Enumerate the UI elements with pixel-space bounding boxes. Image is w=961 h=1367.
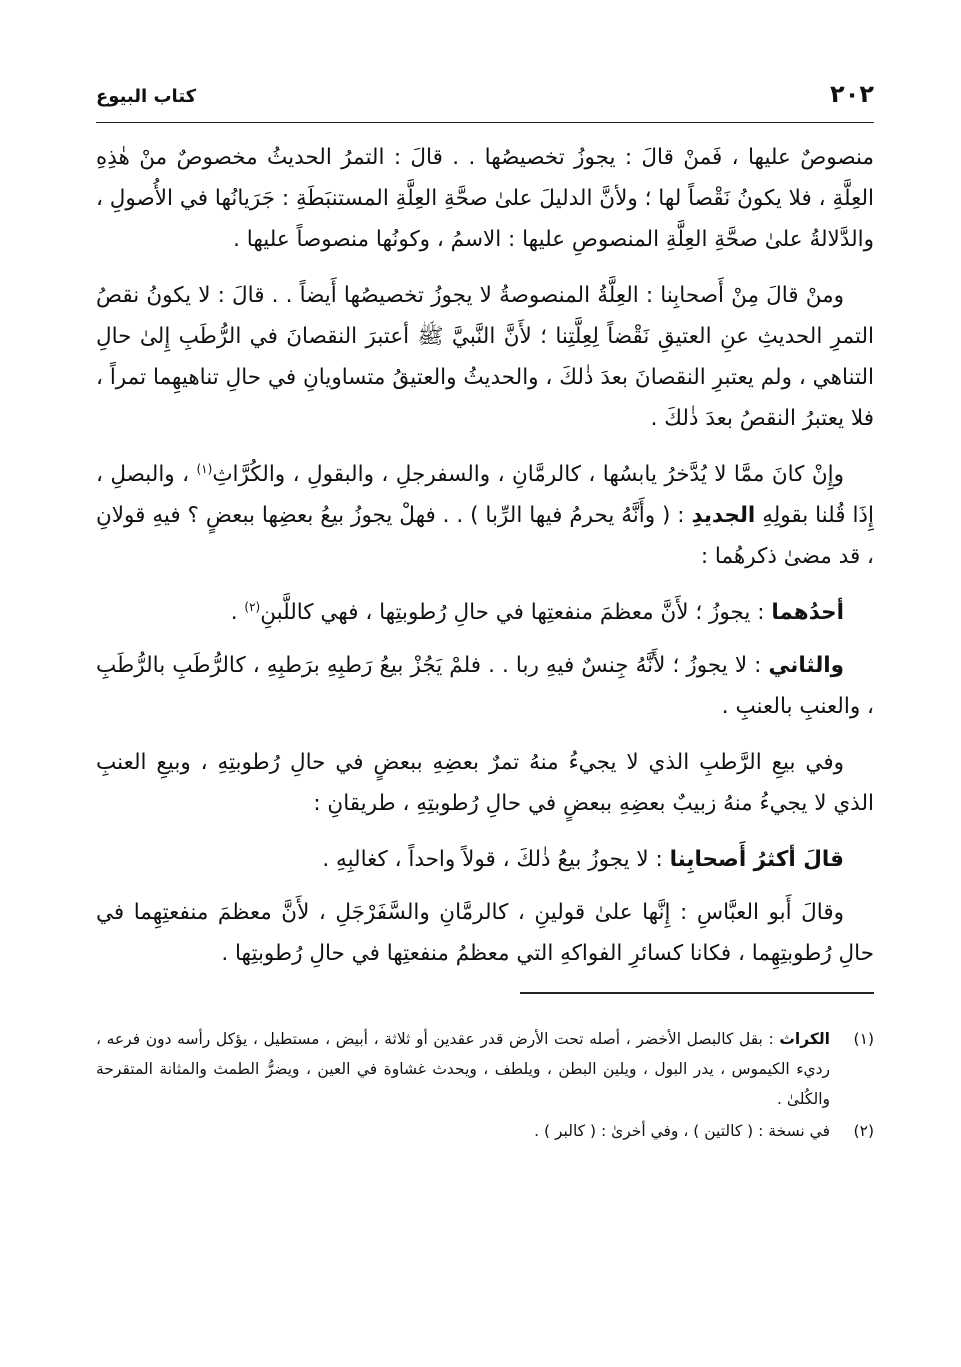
running-header — [96, 70, 874, 123]
paragraph: ومنْ قالَ مِنْ أَصحابِنا : العِلَّةُ المنصوصةُ لا يجوزُ تخصيصُها أَيضاً . . قالَ : لا يكونُ نقصُ التمرِ الحديثِ عنِ العتيقِ نَقْضاً لِعِلَّتِنا ؛ لأَنَّ النَّبيَّ ﷺ أعتبرَ النقصانَ في الرُّطَبِ إِلىٰ حالِ التناهي ، ولم يعتبرِ النقصانَ بعدَ ذٰلكَ ، والحديثُ والعتيقُ متساويانِ في حالِ تناهيهِما تمراً ، فلا يعتبرُ النقصُ بعدَ ذٰلكَ . — [96, 283, 874, 431]
paragraph-text: ، والبصلِ ، إِذَا قُلنا بقولِهِ — [96, 462, 874, 528]
paragraph-text: : لا يجوزُ ؛ لأَنَّهُ جِنسٌ فيهِ ربا . . فلمْ يَجُزْ بيعُ رَطبِهِ برَطبِهِ ، كالرُّطَبِ بالرُّطَبِ ، والعنبِ بالعنبِ . — [96, 653, 874, 719]
paragraph: وقالَ أَبو العبَّاسِ : إِنَّها علىٰ قولينِ ، كالرمَّانِ والسَّفَرْجَلِ ، لأَنَّ معظمَ منفعتِهِما في حالِ رُطوبتِهِما ، فكانا كسائرِ الفواكهِ التي معظمُ منفعتِها في حالِ رُطوبتِها . — [96, 900, 874, 966]
bold-term: والثاني — [768, 653, 844, 678]
bold-term: أحدُهما — [771, 600, 844, 625]
footnote-text: في نسخة : ( كالتين ) ، وفي أخرىٰ : ( كالبر ) . — [534, 1122, 830, 1140]
footnotes — [96, 1024, 874, 1146]
paragraph-text: . — [230, 600, 245, 625]
paragraph — [96, 454, 874, 577]
paragraph-text: وإِنْ كانَ ممَّا لا يُدَّخرُ يابسُها ، كالرمَّانِ ، والسفرجلِ ، والبقولِ ، والكُرَّاثِ — [212, 462, 844, 487]
main-text — [96, 137, 874, 974]
book-page — [96, 70, 874, 1310]
paragraph-text: : ( وأَنَّهُ يحرمُ فيها الرِّبا ) . . فهلْ يجوزُ بيعُ بعضِها ببعضٍ ؟ فيهِ قولانِ ، قد مضىٰ ذكرهُما : — [96, 503, 874, 569]
bold-term: قالَ أكثرُ أَصحابِنا — [669, 847, 844, 872]
paragraph-text: : لا يجوزُ بيعُ ذٰلكَ ، قولاً واحداً ، كغالبِهِ . — [322, 847, 670, 872]
paragraph — [96, 592, 874, 633]
page-number: ٢٠٢ — [830, 80, 874, 108]
footnote-text: : بقل كالبصل الأخضر ، أصله تحت الأرض قدر عقدين أو ثلاثة ، أبيض ، مستطيل ، يؤكل رأسه دون فرعه ، رديء الكيموس ، يدر البول ، ويلين البطن ، ويلطف ، ويحدث غشاوة في العين ، ويضرُّ الطمث والمثانة المتقرحة والكُلىٰ . — [96, 1030, 830, 1108]
footnote-divider — [520, 992, 874, 994]
paragraph — [96, 839, 874, 880]
footnote-number: (١) — [853, 1030, 874, 1048]
bold-term: الجديدِ — [691, 503, 756, 528]
footnote-item — [96, 1116, 874, 1146]
paragraph — [96, 645, 874, 727]
book-title: كتاب البيوع — [96, 86, 197, 107]
footnote-ref[interactable]: (٢) — [244, 599, 261, 614]
paragraph-text: : يجوزُ ؛ لأَنَّ معظمَ منفعتِها في حالِ رُطوبتِها ، فهي كاللَّبنِ — [260, 600, 772, 625]
footnote-item — [96, 1024, 874, 1114]
footnote-number: (٢) — [853, 1122, 874, 1140]
footnote-ref[interactable]: (١) — [196, 461, 213, 476]
paragraph: وفي بيعِ الرَّطبِ الذي لا يجيءُ منهُ تمرٌ بعضِهِ ببعضٍ في حالِ رُطوبتِهِ ، وبيعِ العنبِ الذي لا يجيءُ منهُ زبيبٌ بعضِهِ ببعضٍ في حالِ رُطوبتِهِ ، طريقانِ : — [96, 750, 874, 816]
paragraph: منصوصٌ عليها ، فَمنْ قالَ : يجوزُ تخصيصُها . . قالَ : التمرُ الحديثُ مخصوصٌ منْ هٰذِهِ العِلَّةِ ، فلا يكونُ نَقْصاً لها ؛ ولأنَّ الدليلَ علىٰ صحَّةِ العِلَّةِ المستنبَطَةِ : جَرَيانُها في الأُصولِ ، والدَّلالةُ علىٰ صحَّةِ العِلَّةِ المنصوصِ عليها : الاسمُ ، وكونُها منصوصاً عليها . — [96, 145, 874, 252]
footnote-term: الكراث — [779, 1030, 830, 1048]
